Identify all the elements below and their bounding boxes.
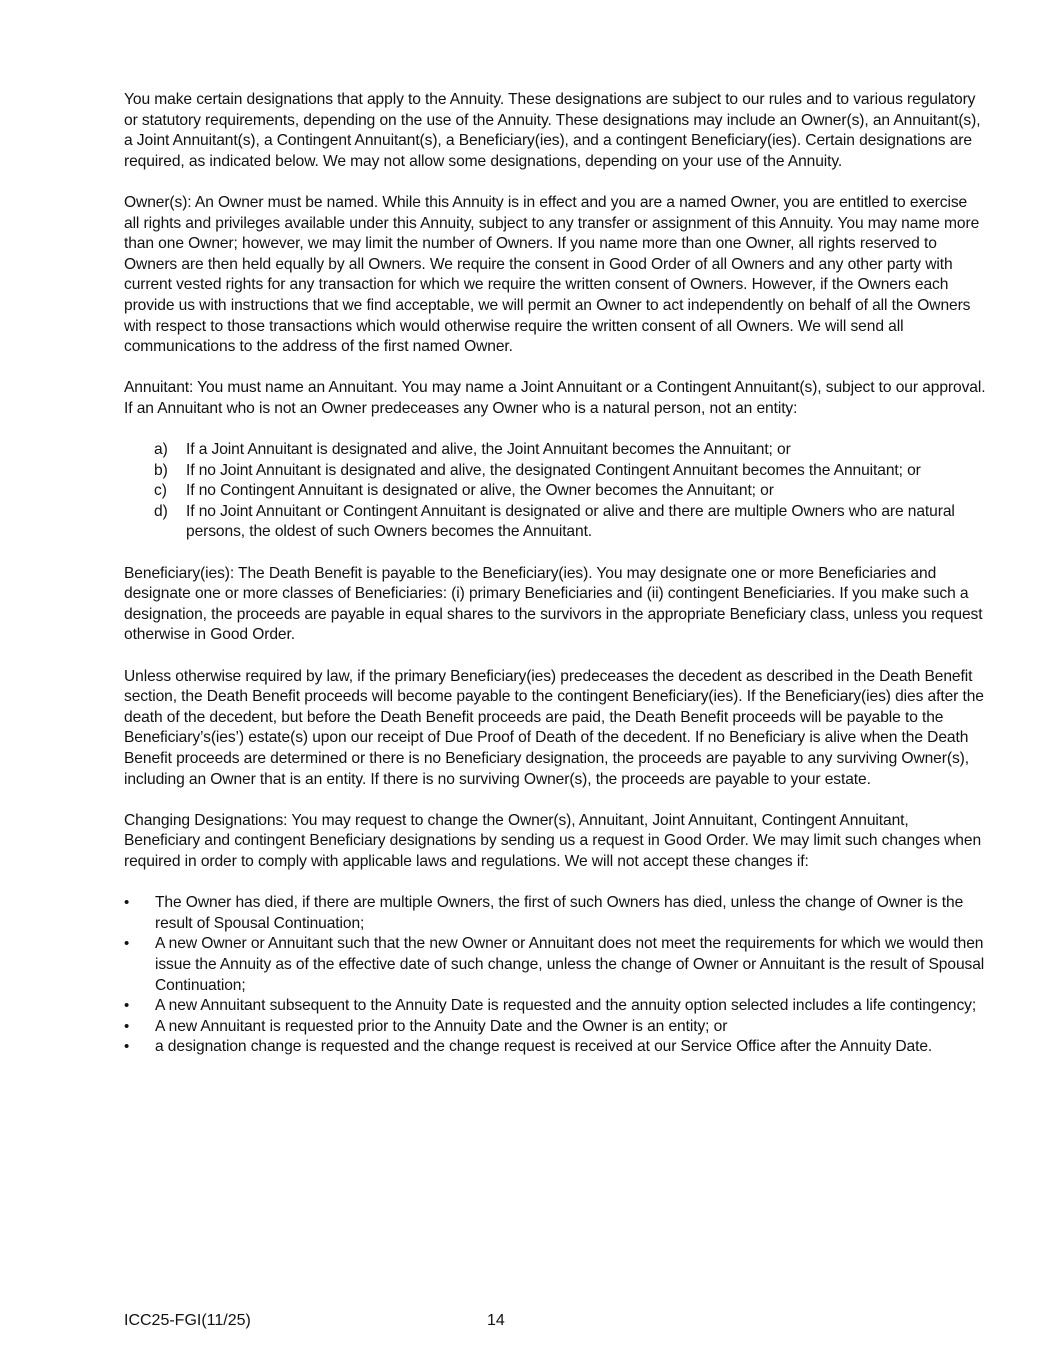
list-item-text: The Owner has died, if there are multiple Owners, the first of such Owners has died, unless the change of Owner is the result of Spousal Continuation; [155, 894, 964, 932]
annuitant-paragraph [124, 378, 986, 419]
form-id: ICC25-FGI(11/25) [124, 1312, 251, 1329]
page-number: 14 [487, 1312, 505, 1329]
list-item [124, 1017, 986, 1038]
beneficiary-paragraph [124, 564, 986, 646]
list-item [124, 893, 986, 934]
owner-paragraph [124, 193, 986, 358]
list-item-text: A new Annuitant subsequent to the Annuity Date is requested and the annuity option selected includes a life contingency; [155, 997, 977, 1015]
beneficiary-term: Beneficiary(ies): [124, 564, 235, 582]
bullet-icon: • [124, 1017, 130, 1035]
list-item-text: If no Joint Annuitant is designated and alive, the designated Contingent Annuitant becomes the Annuitant; or [186, 461, 921, 479]
list-marker: b) [154, 461, 168, 479]
list-marker: d) [154, 502, 168, 520]
list-item [124, 440, 986, 461]
list-item [124, 502, 986, 543]
annuitant-text: You must name an Annuitant. You may name a Joint Annuitant or a Contingent Annuitant(s), subject to our approval. If an Annuitant who is not an Owner predeceases any Owner who is a natural person, not an entity: [124, 379, 986, 417]
list-item [124, 461, 986, 482]
list-item-text: A new Annuitant is requested prior to the Annuity Date and the Owner is an entity; or [155, 1017, 728, 1035]
bullet-icon: • [124, 894, 130, 912]
list-item [124, 934, 986, 996]
list-item-text: A new Owner or Annuitant such that the new Owner or Annuitant does not meet the requirements for which we would then issue the Annuity as of the effective date of such change, unless the change of Owner or Annuitant is the result of Spousal Continuation; [155, 935, 985, 994]
owner-term: Owner(s): [124, 193, 192, 211]
list-item [124, 481, 986, 502]
bullet-icon: • [124, 997, 130, 1015]
beneficiary-text: The Death Benefit is payable to the Beneficiary(ies). You may designate one or more Beneficiaries and designate one or more classes of Beneficiaries: (i) primary Beneficiaries and (ii) contingent Beneficiaries. If you make such a designation, the proceeds are payable in equal shares to the survivors in the appropriate Beneficiary class, unless you request otherwise in Good Order. [124, 564, 983, 644]
list-item-text: a designation change is requested and the change request is received at our Service Office after the Annuity Date. [155, 1038, 933, 1056]
beneficiary-paragraph-2: Unless otherwise required by law, if the primary Beneficiary(ies) predeceases the decedent as described in the Death Benefit section, the Death Benefit proceeds will become payable to the contingent Beneficiary(ies). If the Beneficiary(ies) dies after the death of the decedent, but before the Death Benefit proceeds are paid, the Death Benefit proceeds will be payable to the Beneficiary’s(ies’) estate(s) upon our receipt of Due Proof of Death of the decedent. If no Beneficiary is alive when the Death Benefit proceeds are determined or there is no Beneficiary designation, the proceeds are payable to any surviving Owner(s), including an Owner that is an entity. If there is no surviving Owner(s), the proceeds are payable to your estate. [124, 667, 984, 788]
annuitant-term: Annuitant: [124, 379, 194, 397]
bullet-icon: • [124, 935, 130, 953]
annuitant-list [124, 440, 986, 543]
changing-designations-text: You may request to change the Owner(s), Annuitant, Joint Annuitant, Contingent Annuitant, Beneficiary and contingent Beneficiary designations by sending us a request in Good Order. We may limit such changes when required in order to comply with applicable laws and regulations. We will not accept these changes if: [124, 811, 982, 870]
owner-text: An Owner must be named. While this Annuity is in effect and you are a named Owner, you are entitled to exercise all rights and privileges available under this Annuity, subject to any transfer or assignment of this Annuity. You may name more than one Owner; however, we may limit the number of Owners. If you name more than one Owner, all rights reserved to Owners are then held equally by all Owners. We require the consent in Good Order of all Owners and any other party with current vested rights for any transaction for which we require the written consent of Owners. However, if the Owners each provide us with instructions that we find acceptable, we will permit an Owner to act independently on behalf of all the Owners with respect to those transactions which would otherwise require the written consent of all Owners. We will send all communications to the address of the first named Owner. [124, 193, 980, 356]
list-marker: a) [154, 441, 168, 459]
document-body [124, 90, 986, 1058]
changing-designations-term: Changing Designations: [124, 811, 288, 829]
bullet-icon: • [124, 1038, 130, 1056]
list-item-text: If no Contingent Annuitant is designated or alive, the Owner becomes the Annuitant; or [186, 482, 774, 500]
changing-designations-paragraph [124, 811, 986, 873]
intro-paragraph: You make certain designations that apply to the Annuity. These designations are subject to our rules and to various regulatory or statutory requirements, depending on the use of the Annuity. These designations may include an Owner(s), an Annuitant(s), a Joint Annuitant(s), a Contingent Annuitant(s), a Beneficiary(ies), and a contingent Beneficiary(ies). Certain designations are required, as indicated below. We may not allow some designations, depending on your use of the Annuity. [124, 91, 981, 170]
list-item [124, 1037, 986, 1058]
list-item-text: If no Joint Annuitant or Contingent Annuitant is designated or alive and there are multiple Owners who are natural persons, the oldest of such Owners becomes the Annuitant. [186, 502, 955, 541]
changing-designations-list [124, 893, 986, 1058]
list-item [124, 996, 986, 1017]
list-marker: c) [154, 482, 167, 500]
list-item-text: If a Joint Annuitant is designated and alive, the Joint Annuitant becomes the Annuitant; or [186, 441, 791, 459]
